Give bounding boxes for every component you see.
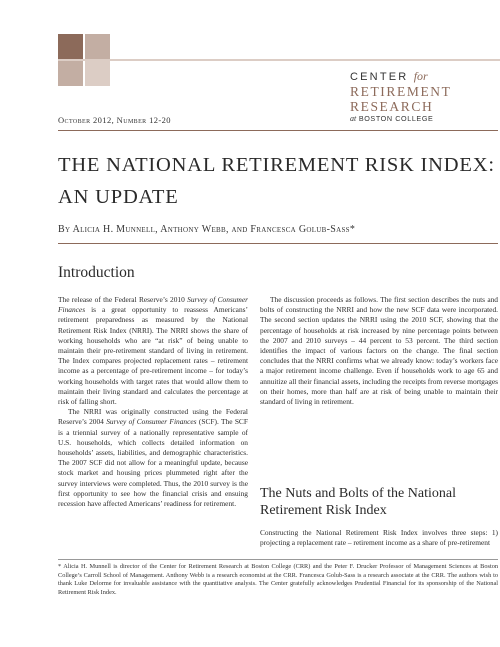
logo-retirement: RETIREMENT [350, 84, 452, 99]
logo-square-light [85, 34, 110, 59]
logo-boston-college: BOSTON COLLEGE [358, 114, 434, 123]
logo-square-pale [85, 61, 110, 86]
header-rule [58, 59, 500, 61]
intro-heading: Introduction [58, 264, 135, 281]
logo-for: for [413, 69, 428, 83]
logo-square-light [58, 61, 83, 86]
authors-line: By Alicia H. Munnell, Anthony Webb, and Francesca Golub-Sass* [58, 224, 356, 235]
author-footnote: * Alicia H. Munnell is director of the Center for Retirement Research at Boston College (CRR) and the Peter F. Drucker Professor of Management Sciences at Boston College’s Carroll School of Management. Anthony Webb is a research economist at the CRR. Francesca Golub-Sass is a research associate at the CRR. The authors wish to thank Luke Delorme for invaluable assistance with the quantitative analysis. The Center gratefully acknowledges Prudential Financial for its sponsorship of the National Retirement Risk Index. [58, 563, 498, 596]
paragraph: Constructing the National Retirement Risk Index involves three steps: 1) projecting a replacement rate – retirement income as a share of pre-retirement [260, 528, 498, 548]
logo-square-dark [58, 34, 83, 59]
title-line-2: AN UPDATE [58, 186, 179, 208]
logo-at: at [350, 114, 357, 123]
body-column-right [260, 295, 498, 407]
paragraph: The discussion proceeds as follows. The first section describes the nuts and bolts of constructing the NRRI and how the new SCF data were incorporated. The second section updates the NRRI using the 2010 SCF, showing that the percentage of households at risk increased by nine percentage points between the 2007 and 2010 surveys – 44 percent to 53 percent. The third section identifies the impact of various factors on the change. The final section concludes that the NRRI confirms what we already know: today’s workers face a major retirement income challenge. Even if households work to age 65 and annuitize all their financial assets, including the receipts from reverse mortgages on their homes, more than half are at risk of being unable to maintain their standard of living in retirement. [260, 295, 498, 407]
body-column-left [58, 295, 248, 509]
title-rule-top [58, 130, 498, 131]
page-title [58, 149, 498, 213]
logo-center: CENTER [350, 71, 409, 83]
title-rule-bottom [58, 243, 498, 244]
paragraph: The release of the Federal Reserve’s 2010 Survey of Consumer Finances is a great opportunity to reassess Americans’ retirement preparedness as measured by the National Retirement Risk Index (NRRI). The NRRI shows the share of working households who are “at risk” of being unable to maintain their pre-retirement standard of living in retirement. The Index compares projected replacement rates – retirement income as a percentage of pre-retirement income – for today’s working households with target rates that would allow them to maintain their living standard and calculates the percentage at risk of falling short. [58, 295, 249, 407]
footnote-rule [58, 559, 498, 560]
nuts-and-bolts-heading: The Nuts and Bolts of the National Retirement Risk Index [260, 486, 456, 518]
logo-research: RESEARCH [350, 98, 434, 114]
body-column-right-continued [260, 528, 498, 548]
crr-logo [350, 70, 470, 123]
paragraph: The NRRI was originally constructed using the Federal Reserve’s 2004 Survey of Consumer Finances (SCF). The SCF is a triennial survey of a nationally representative sample of U.S. households, which collects detailed information on households’ assets, liabilities, and demographic characteristics. The 2007 SCF did not allow for a meaningful update, because stock market and housing prices plummeted right after the survey interviews were completed. Thus, the 2010 survey is the first opportunity to see how the financial crisis and ensuing recession have affected Americans’ readiness for retirement. [58, 407, 248, 509]
issue-date: October 2012, Number 12-20 [58, 115, 171, 125]
title-line-1: THE NATIONAL RETIREMENT RISK INDEX: [58, 154, 495, 176]
